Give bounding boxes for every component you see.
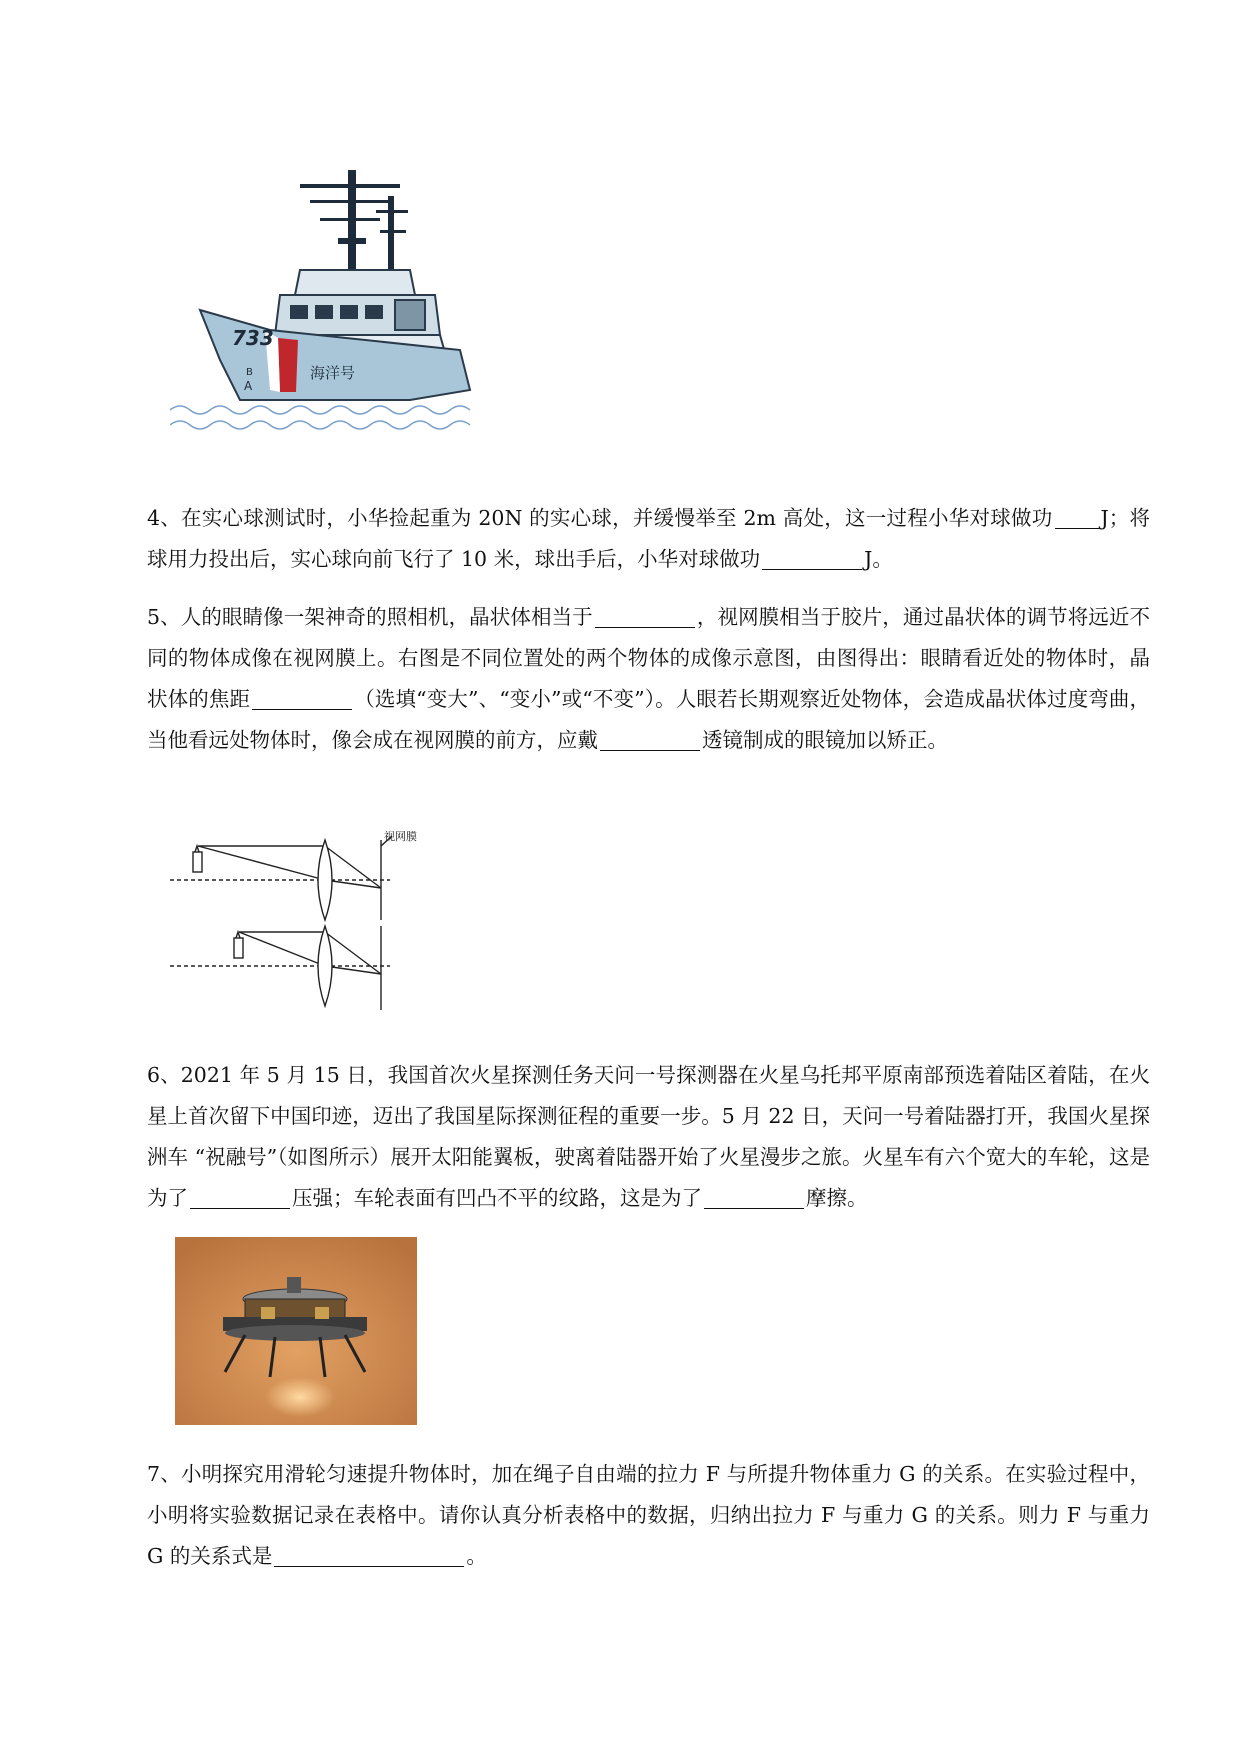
q5-text-1: 、人的眼睛像一架神奇的照相机，晶状体相当于 <box>160 605 593 629</box>
q6-blank-2[interactable] <box>704 1186 804 1209</box>
q5-text-3: （选填“变大”、“变小”或“不变”）。人眼若长期观察近处物体，会造成晶状体过度弯曲，当他看远处物体时，像会成在视网膜的前方，应戴 <box>147 687 1150 752</box>
hull-name: 海洋号 <box>310 364 356 382</box>
q4-number: 4 <box>147 506 161 530</box>
q5-text-4: 透镜制成的眼镜加以矫正。 <box>702 728 948 752</box>
question-6 <box>147 1055 1150 1219</box>
retina-label: 视网膜 <box>384 830 417 843</box>
q4-text-2: J；将球用力投出后，实心球向前飞行了 10 米，球出手后，小华对球做功 <box>147 506 1151 571</box>
q7-blank-1[interactable] <box>274 1544 464 1567</box>
q5-number: 5 <box>147 605 161 629</box>
q6-text-3: 摩擦。 <box>806 1186 868 1210</box>
q4-blank-1[interactable] <box>1055 506 1099 529</box>
hull-number: 733 <box>232 326 274 350</box>
mars-rover-photo <box>175 1237 417 1425</box>
draft-mark-a: A <box>244 379 253 393</box>
q5-text-2: ，视网膜相当于胶片，通过晶状体的调节将远近不同的物体成像在视网膜上。右图是不同位置处的两个物体的成像示意图，由图得出：眼睛看近处的物体时，晶状体的焦距 <box>147 605 1151 711</box>
question-4 <box>147 498 1150 580</box>
q7-text-2: 。 <box>466 1544 487 1568</box>
q4-text-3: J。 <box>864 547 893 571</box>
ship-figure <box>170 160 530 460</box>
ship-masts <box>300 170 408 286</box>
water-waves <box>170 406 470 429</box>
q6-blank-1[interactable] <box>190 1186 290 1209</box>
q4-text-1: 、在实心球测试时，小华捡起重为 20N 的实心球，并缓慢举至 2m 高处，这一过程小华对球做功 <box>160 506 1053 530</box>
question-5 <box>147 597 1150 761</box>
q5-blank-2[interactable] <box>252 687 352 710</box>
q7-text-1: 、小明探究用滑轮匀速提升物体时，加在绳子自由端的拉力 F 与所提升物体重力 G 的关系。在实验过程中，小明将实验数据记录在表格中。请你认真分析表格中的数据，归纳出拉力 F 与重力 G 的关系。则力 F 与重力 G 的关系式是 <box>147 1462 1150 1568</box>
q4-blank-2[interactable] <box>762 547 862 570</box>
q7-number: 7 <box>147 1462 161 1486</box>
q6-text-2: 压强；车轮表面有凹凸不平的纹路，这是为了 <box>292 1186 702 1210</box>
q5-blank-1[interactable] <box>595 605 695 628</box>
q5-blank-3[interactable] <box>600 728 700 751</box>
draft-mark-b: B <box>246 367 253 378</box>
eye-lens-diagram <box>170 830 450 1020</box>
q6-number: 6 <box>147 1063 161 1087</box>
q6-text-1: 、2021 年 5 月 15 日，我国首次火星探测任务天问一号探测器在火星乌托邦平原南部预选着陆区着陆，在火星上首次留下中国印迹，迈出了我国星际探测征程的重要一步。5 月 22 日，天问一号着陆器打开，我国火星探洲车 “祝融号”（如图所示）展开太阳能翼板，驶离着陆器开始了火星漫步之旅。火星车有六个宽大的车轮，这是为了 <box>147 1063 1150 1210</box>
question-7 <box>147 1454 1150 1577</box>
